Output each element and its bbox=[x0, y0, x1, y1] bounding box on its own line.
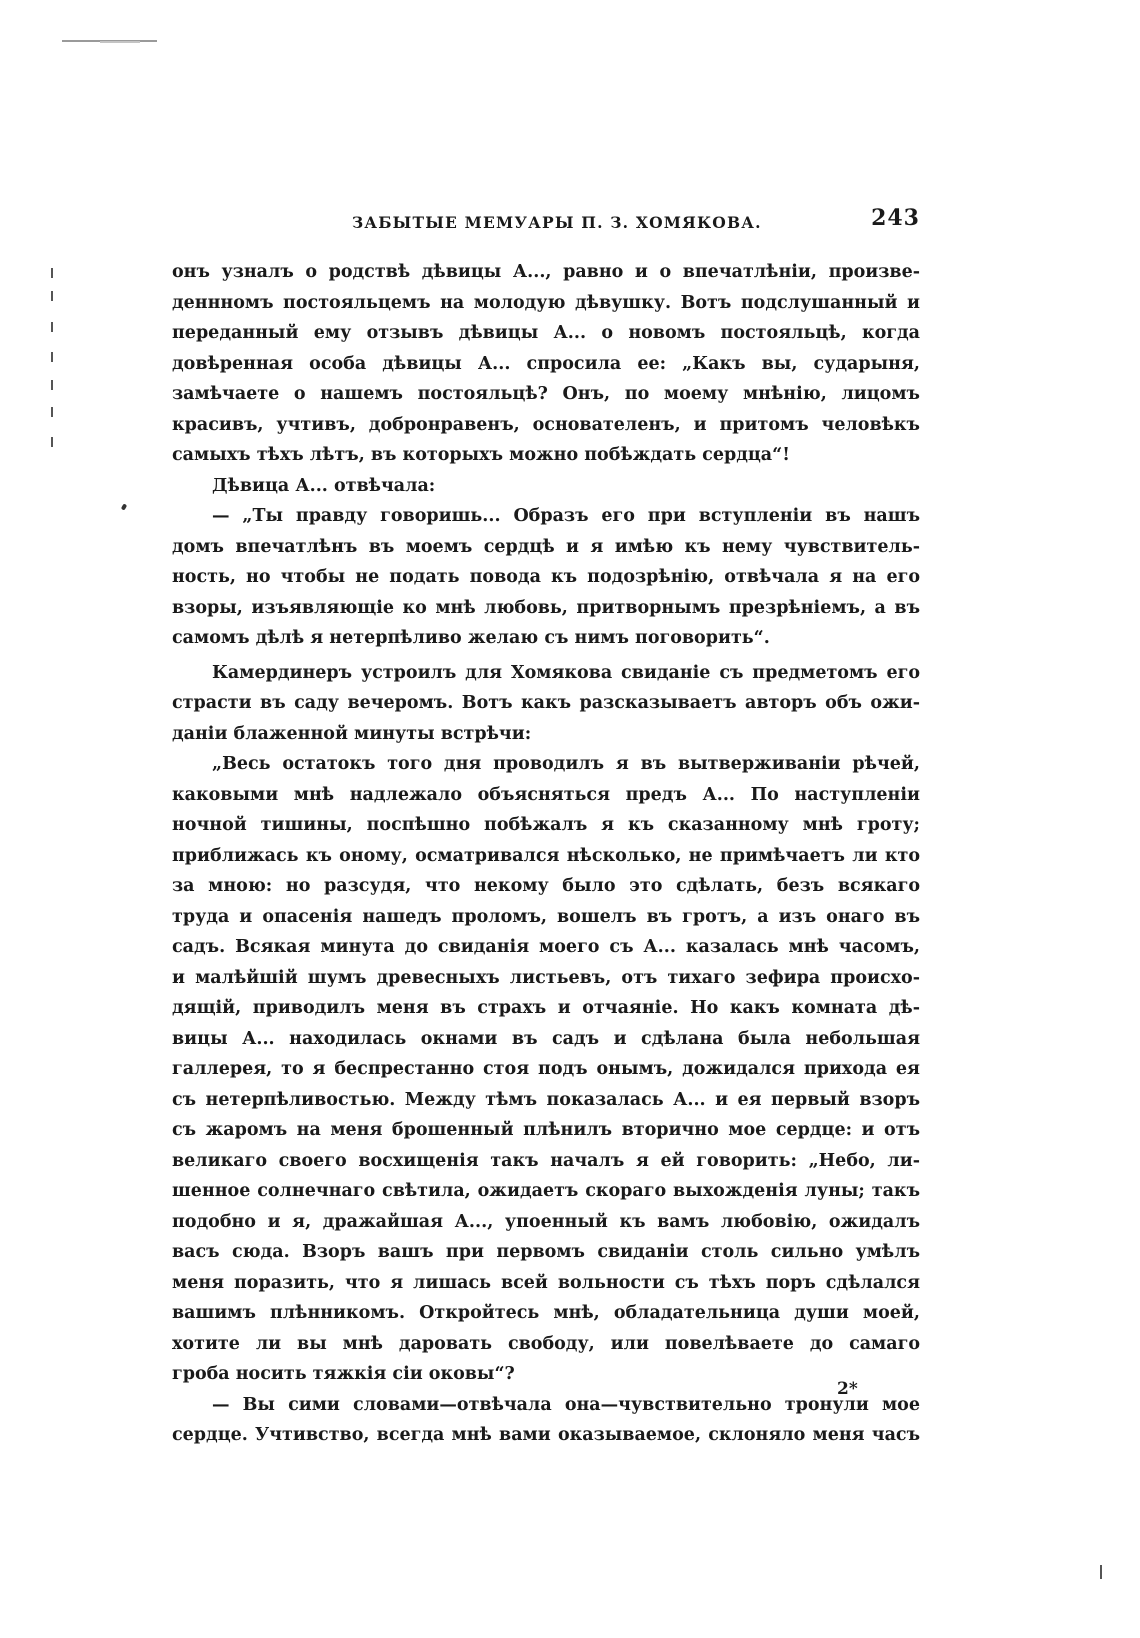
running-title: ЗАБЫТЫЕ МЕМУАРЫ П. З. ХОМЯКОВА. bbox=[352, 213, 762, 232]
text-line: замѣчаете о нашемъ постояльцѣ? Онъ, по моему мнѣнію, лицомъ bbox=[172, 384, 920, 404]
text-line: дящій, приводилъ меня въ страхъ и отчаяніе. Но какъ комната дѣ- bbox=[172, 998, 920, 1018]
text-line: домъ впечатлѣнъ въ моемъ сердцѣ и я имѣю къ нему чувствитель- bbox=[172, 536, 920, 557]
text-line: васъ сюда. Взоръ вашъ при первомъ свиданіи столь сильно умѣлъ bbox=[172, 1242, 920, 1262]
text-line: шенное солнечнаго свѣтила, ожидаетъ скораго выхожденія луны; такъ bbox=[172, 1181, 920, 1201]
text-line: меня поразить, что я лишась всей вольности съ тѣхъ поръ сдѣлался bbox=[172, 1272, 920, 1293]
running-header bbox=[172, 207, 920, 237]
text-line: великаго своего восхищенія такъ началъ я ей говорить: „Небо, ли- bbox=[172, 1150, 920, 1171]
text-line: галлерея, то я беспрестанно стоя подъ онымъ, дожидался прихода ея bbox=[172, 1059, 920, 1079]
text-line: ночной тишины, поспѣшно побѣжалъ я къ сказанному мнѣ гроту; bbox=[172, 815, 920, 835]
text-line: самыхъ тѣхъ лѣтъ, въ которыхъ можно побѣждать сердца“! bbox=[172, 445, 790, 465]
text-line: хотите ли вы мнѣ даровать свободу, или повелѣваете до самаго bbox=[172, 1333, 920, 1354]
text-line: — „Ты правду говоришь... Образъ его при вступленіи въ нашъ bbox=[212, 506, 920, 526]
text-line: Дѣвица А... отвѣчала: bbox=[212, 475, 436, 496]
text-line: даніи блаженной минуты встрѣчи: bbox=[172, 723, 532, 744]
margin-tick bbox=[51, 322, 53, 332]
margin-tick bbox=[51, 437, 53, 447]
text-line: онъ узналъ о родствѣ дѣвицы А..., равно и о впечатлѣніи, произве- bbox=[172, 262, 920, 282]
margin-tick bbox=[51, 407, 53, 417]
text-line: страсти въ саду вечеромъ. Вотъ какъ разсказываетъ авторъ объ ожи- bbox=[172, 693, 920, 713]
text-line: довѣренная особа дѣвицы А... спросила ее: „Какъ вы, сударыня, bbox=[172, 353, 920, 374]
page-number: 243 bbox=[871, 205, 920, 231]
body-text bbox=[172, 257, 920, 1451]
margin-tick bbox=[51, 268, 53, 278]
text-line: каковыми мнѣ надлежало объясняться предъ А... По наступленіи bbox=[172, 784, 920, 805]
text-line: приближась къ оному, осматривался нѣсколько, не примѣчаетъ ли кто bbox=[172, 845, 920, 866]
text-line: и малѣйшій шумъ древесныхъ листьевъ, отъ тихаго зефира происхо- bbox=[172, 967, 920, 988]
text-line: труда и опасенія нашедъ проломъ, вошелъ въ гротъ, а изъ онаго въ bbox=[172, 906, 920, 927]
text-line: переданный ему отзывъ дѣвицы А... о новомъ постояльцѣ, когда bbox=[172, 323, 920, 343]
text-line: вицы А... находилась окнами въ садъ и сдѣлана была небольшая bbox=[172, 1028, 920, 1049]
margin-tick bbox=[51, 380, 53, 390]
text-line: „Весь остатокъ того дня проводилъ я въ вытверживаніи рѣчей, bbox=[212, 754, 920, 774]
margin-tick bbox=[51, 352, 53, 362]
text-line: взоры, изъявляющіе ко мнѣ любовь, притворнымъ презрѣніемъ, а въ bbox=[172, 597, 920, 618]
margin-tick bbox=[51, 291, 53, 301]
right-edge-tick bbox=[1100, 1565, 1102, 1579]
stray-ink-dot bbox=[121, 503, 127, 510]
text-line: съ жаромъ на меня брошенный плѣнилъ вторично мое сердце: и отъ bbox=[172, 1120, 920, 1140]
text-line: деннномъ постояльцемъ на молодую дѣвушку. Вотъ подслушанный и bbox=[172, 292, 920, 313]
text-line: подобно и я, дражайшая А..., упоенный къ вамъ любовію, ожидалъ bbox=[172, 1211, 920, 1232]
text-line: красивъ, учтивъ, добронравенъ, основателенъ, и притомъ человѣкъ bbox=[172, 414, 920, 435]
text-line: ность, но чтобы не подать повода къ подозрѣнію, отвѣчала я на его bbox=[172, 567, 920, 587]
text-line: съ нетерпѣливостью. Между тѣмъ показалась А... и ея первый взоръ bbox=[172, 1089, 920, 1110]
text-line: за мною: но разсудя, что некому было это сдѣлать, безъ всякаго bbox=[172, 876, 920, 896]
top-scan-rule-faint bbox=[100, 41, 140, 43]
text-line: Камердинеръ устроилъ для Хомякова свиданіе съ предметомъ его bbox=[212, 662, 920, 683]
signature-mark: 2* bbox=[837, 1379, 858, 1399]
text-line: вашимъ плѣнникомъ. Откройтесь мнѣ, обладательница души моей, bbox=[172, 1303, 920, 1323]
text-line: гроба носить тяжкія сіи оковы“? bbox=[172, 1364, 515, 1384]
text-line: сердце. Учтивство, всегда мнѣ вами оказываемое, склоняло меня часъ bbox=[172, 1425, 920, 1445]
text-line: садъ. Всякая минута до свиданія моего съ А... казалась мнѣ часомъ, bbox=[172, 937, 920, 957]
text-line: самомъ дѣлѣ я нетерпѣливо желаю съ нимъ поговорить“. bbox=[172, 628, 770, 648]
text-line: — Вы сими словами—отвѣчала она—чувствительно тронули мое bbox=[212, 1394, 920, 1415]
